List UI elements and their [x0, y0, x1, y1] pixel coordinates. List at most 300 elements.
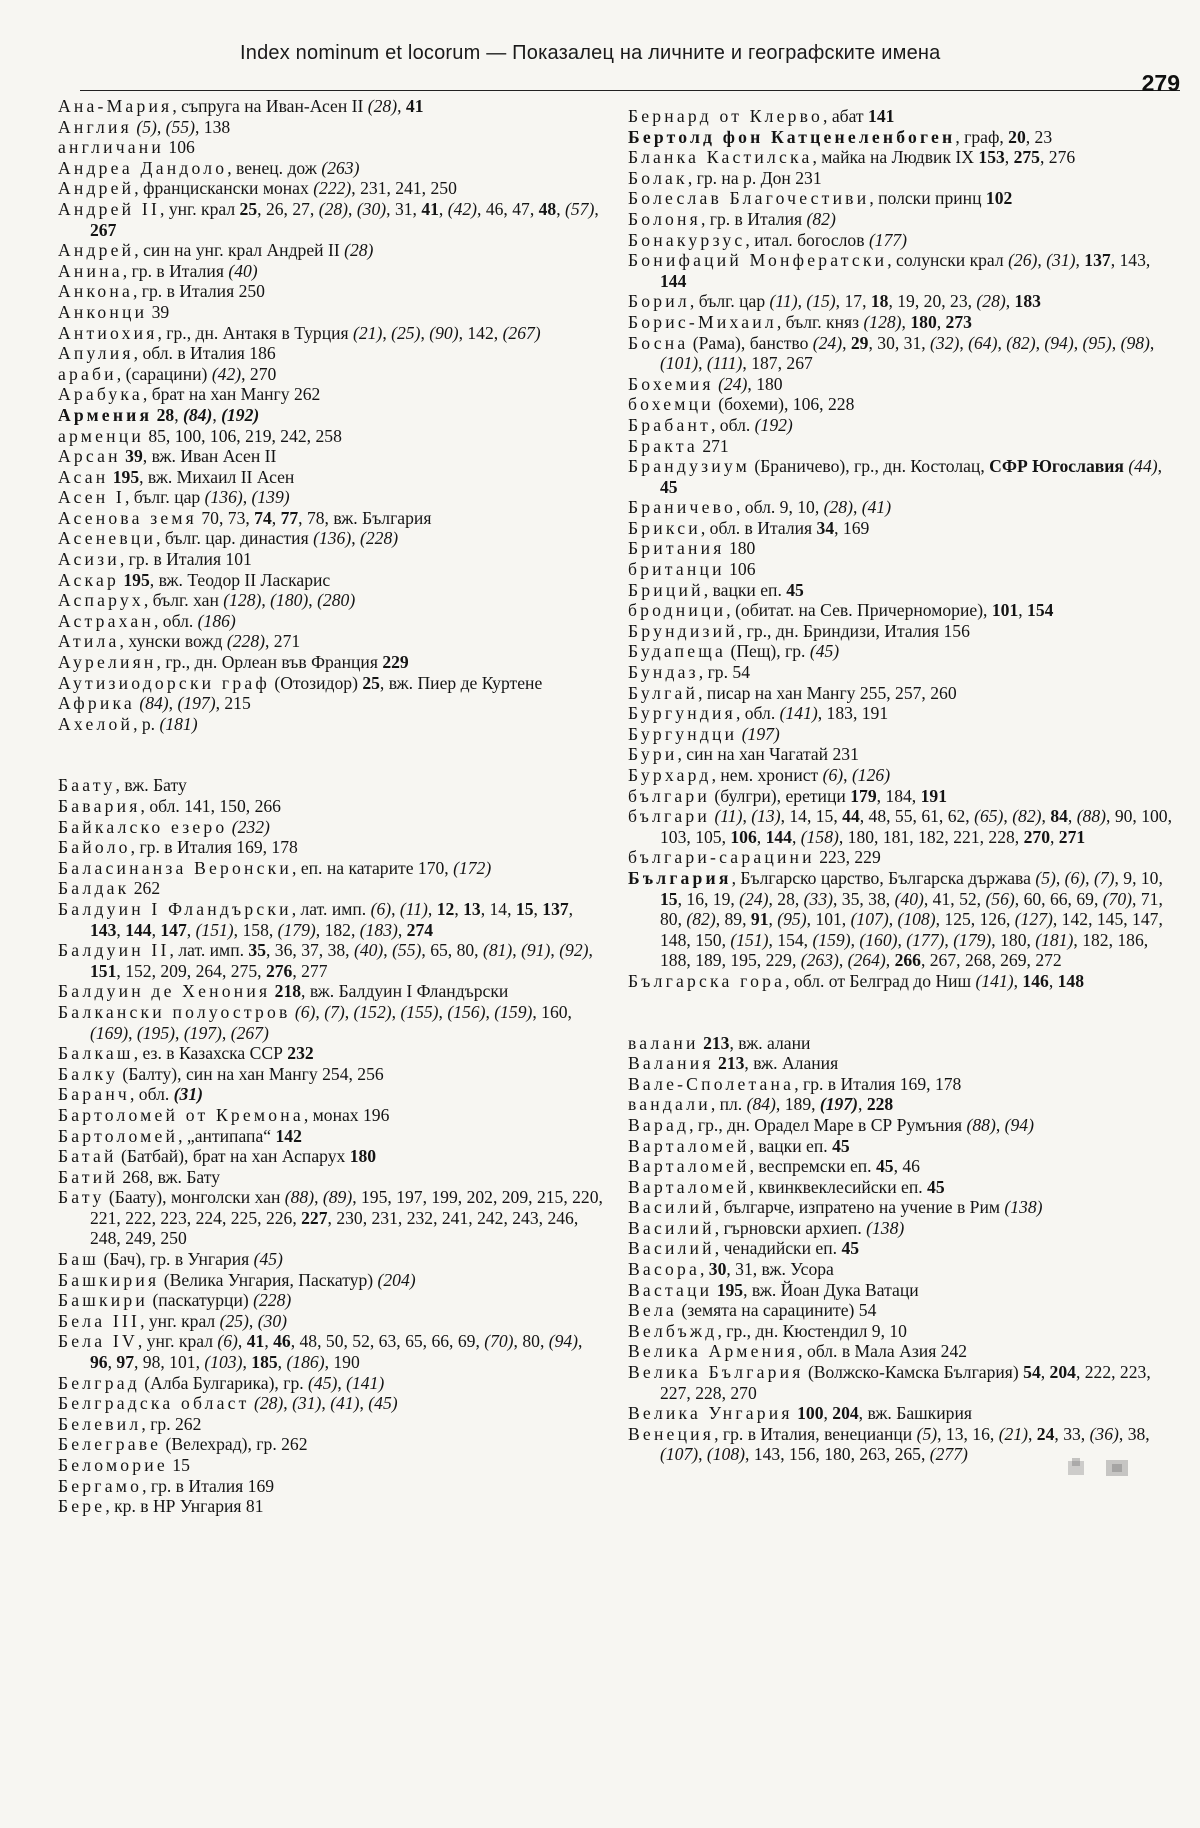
index-entry	[58, 323, 608, 344]
entry-headword: Аспарух	[58, 590, 144, 611]
index-entry	[628, 724, 1176, 745]
entry-text: ,	[397, 919, 407, 940]
entry-text: , 17,	[835, 291, 871, 312]
page-reference: (31)	[1046, 250, 1076, 271]
entry-headword: Балку	[58, 1063, 118, 1084]
entry-text: , вж. Иван Асен II	[142, 446, 277, 467]
index-entry	[628, 538, 1176, 559]
index-entry	[58, 1311, 608, 1332]
index-entry	[628, 188, 1176, 209]
page-reference: (44)	[1128, 456, 1158, 477]
index-entry	[628, 580, 1176, 601]
entry-text: ,	[742, 806, 752, 827]
index-entry	[628, 600, 1176, 621]
page-reference: (6)	[294, 1001, 316, 1022]
entry-text: , 13, 16,	[937, 1423, 999, 1444]
entry-text: , 89,	[715, 909, 751, 930]
entry-headword: Бартоломей	[58, 1125, 179, 1146]
entry-headword: Ана-Мария	[58, 96, 173, 116]
entry-text: (земята на сарацините) 54	[676, 1300, 877, 1321]
page-reference: (127)	[1014, 909, 1053, 930]
entry-headword: Вастаци	[628, 1279, 713, 1300]
index-entry	[58, 158, 608, 179]
page-reference: (32)	[930, 332, 960, 353]
page-reference: (30)	[356, 198, 387, 219]
index-entry	[58, 714, 608, 735]
index-entry	[58, 570, 608, 591]
page-reference: 146	[1022, 970, 1049, 991]
index-entry	[58, 1002, 608, 1043]
index-entry	[58, 178, 608, 199]
page-reference: 153	[978, 147, 1005, 168]
entry-text: , унг. крал	[160, 198, 240, 219]
entry-text: , 14,	[480, 898, 516, 919]
entry-headword: Василий	[628, 1197, 715, 1218]
page-reference: (25)	[391, 322, 421, 343]
entry-text: , 90, 100, 103, 105,	[660, 806, 1172, 847]
page-reference: (98)	[1120, 332, 1150, 353]
entry-text: , лат. имп.	[169, 940, 249, 961]
entry-text: ,	[337, 1372, 347, 1393]
page-reference: (6)	[1064, 867, 1086, 888]
entry-headword: Африка	[58, 693, 135, 714]
page-reference: (28)	[823, 497, 853, 518]
page-reference: (263)	[321, 157, 360, 178]
entry-text: ,	[1149, 332, 1155, 353]
entry-text: , квинквеклесийски еп.	[749, 1176, 928, 1197]
entry-text: , обл.	[735, 703, 780, 724]
page-reference: 143	[90, 919, 117, 940]
page-reference: (45)	[809, 641, 840, 662]
entry-text: ,	[1003, 806, 1013, 827]
index-entry	[628, 1259, 1176, 1280]
page-reference: (197)	[741, 723, 780, 744]
entry-headword: валани	[628, 1032, 699, 1053]
entry-text: , 231, 241, 250	[351, 178, 457, 199]
entry-headword: Арабука	[58, 384, 143, 405]
entry-headword: Белград	[58, 1372, 140, 1393]
entry-text: ,	[944, 929, 954, 950]
page-reference: (64)	[968, 332, 998, 353]
entry-text: , съпруга на Иван-Асен II	[172, 96, 368, 116]
page-reference: (31)	[292, 1393, 322, 1414]
entry-text: , 184,	[876, 785, 921, 806]
entry-headword: британци	[628, 559, 725, 580]
entry-headword: Варад	[628, 1114, 690, 1135]
page-reference: (91)	[521, 940, 551, 961]
entry-headword: българи-сарацини	[628, 847, 815, 868]
entry-text: ,	[277, 1352, 287, 1373]
page-reference: 144	[765, 826, 792, 847]
entry-text: ,	[550, 940, 560, 961]
page-reference: (24)	[718, 373, 748, 394]
page-reference: 97	[116, 1352, 134, 1373]
entry-text: , 35, 38,	[832, 888, 895, 909]
page-reference: 30	[708, 1259, 727, 1280]
index-entry	[58, 981, 608, 1002]
page-reference: (228)	[226, 631, 265, 652]
entry-text: , „антипапа“	[178, 1125, 276, 1146]
entry-headword: Бере	[58, 1496, 106, 1517]
entry-text: , пл.	[710, 1094, 747, 1115]
entry-text: , 28,	[768, 888, 804, 909]
index-entry	[628, 1074, 1176, 1095]
entry-text: , гр., дн. Кюстендил 9, 10	[717, 1320, 907, 1341]
page-reference: (280)	[317, 590, 356, 611]
entry-text: ,	[1005, 291, 1015, 312]
page-reference: 276	[265, 960, 293, 981]
entry-text: , 277	[292, 960, 328, 981]
entry-text: , българче, изпратено на учение в Рим	[714, 1197, 1005, 1218]
entry-text: ,	[1040, 1362, 1050, 1383]
entry-text: ,	[420, 322, 430, 343]
page-reference: (84)	[183, 404, 213, 425]
entry-text: ,	[852, 497, 862, 518]
page-reference: (108)	[897, 909, 936, 930]
index-entry	[58, 1434, 608, 1455]
entry-text: , вж. Балдуин I Фландърски	[301, 981, 509, 1002]
page-reference: (107)	[850, 909, 889, 930]
page-reference: 39	[125, 446, 143, 467]
page-reference: (159)	[812, 929, 851, 950]
index-entry	[58, 1126, 608, 1147]
page-reference: 106	[730, 826, 757, 847]
entry-headword: Варталомей	[628, 1156, 750, 1177]
entry-headword: Васора	[628, 1259, 700, 1280]
entry-text: , 142,	[458, 322, 503, 343]
entry-text: , веспремски еп.	[749, 1156, 876, 1177]
entry-text: , 180,	[991, 929, 1036, 950]
entry-text: (бохеми), 106, 228	[713, 394, 855, 415]
entry-text: , 187, 267	[742, 353, 813, 374]
entry-text: , бълг. цар. династия	[156, 528, 314, 549]
entry-headword: Браничево	[628, 497, 736, 518]
index-entry	[58, 240, 608, 261]
index-entry	[628, 744, 1176, 765]
index-entry	[628, 209, 1176, 230]
entry-headword: Беломорие	[58, 1455, 168, 1475]
page-reference: (94)	[1044, 332, 1074, 353]
entry-text: , 169	[834, 517, 870, 538]
entry-text: ,	[1067, 806, 1077, 827]
entry-text: ,	[485, 1001, 495, 1022]
index-entry	[628, 559, 1176, 580]
page-reference: (111)	[706, 353, 743, 374]
entry-text: ,	[997, 332, 1007, 353]
entry-text: , гр., дн. Орадел Маре в СР Румъния	[689, 1114, 967, 1135]
page-reference: 204	[1049, 1362, 1076, 1383]
entry-text: , бълг. хан	[143, 590, 224, 611]
page-reference: 185	[251, 1352, 278, 1373]
entry-headword: Башкирия	[58, 1269, 160, 1290]
page-reference: 218	[274, 981, 302, 1002]
entry-headword: Аскар	[58, 569, 119, 590]
entry-text: ,	[175, 1022, 184, 1043]
index-entry	[628, 1362, 1176, 1403]
entry-headword: Валания	[628, 1053, 714, 1074]
entry-text: ,	[156, 116, 166, 137]
entry-text: , 271	[265, 631, 301, 652]
page-reference: (94)	[1004, 1114, 1034, 1135]
page-reference: 15	[660, 888, 678, 909]
entry-headword: Бракта	[628, 435, 698, 456]
entry-text: (Велехрад), гр. 262	[161, 1434, 308, 1455]
entry-text: , гр. в Италия	[700, 208, 807, 229]
entry-text: ,	[588, 940, 593, 961]
page-reference: (30)	[257, 1310, 288, 1331]
page-reference: 227	[301, 1207, 328, 1228]
index-entry	[58, 1373, 608, 1394]
entry-text: ,	[186, 919, 196, 940]
entry-text: , обл. 141, 150, 266	[140, 796, 281, 816]
entry-text: , бълг. цар	[124, 487, 205, 508]
entry-text: , абат	[823, 106, 869, 126]
entry-text: ,	[438, 198, 448, 219]
entry-text: 262	[129, 878, 161, 899]
entry-text: , 101,	[806, 909, 851, 930]
page-reference: (21)	[353, 322, 383, 343]
page-reference: (6)	[822, 765, 844, 785]
entry-text: ,	[438, 1001, 448, 1022]
page-reference: (45)	[368, 1393, 398, 1414]
entry-text: , 189,	[775, 1094, 820, 1115]
entry-text: ,	[321, 1393, 331, 1414]
entry-text: , ченадийски еп.	[714, 1238, 842, 1259]
entry-text: , 180, 181, 182, 221, 228,	[838, 826, 1024, 847]
page-reference: 267	[90, 219, 117, 240]
entry-headword: Брабант	[628, 414, 711, 435]
entry-text: ,	[594, 198, 599, 219]
index-entry	[58, 1393, 608, 1414]
entry-text: , лат. имп.	[291, 898, 371, 919]
entry-headword: Болоня	[628, 208, 701, 229]
entry-text: , брат на хан Мангу 262	[142, 384, 321, 405]
entry-text: , 65, 80,	[421, 940, 483, 961]
entry-headword: Балдак	[58, 878, 130, 899]
page-reference: 46	[273, 1331, 291, 1352]
entry-text: ,	[1075, 250, 1085, 271]
index-entry	[58, 384, 608, 405]
page-reference: (172)	[453, 857, 492, 878]
index-entry	[628, 1156, 1176, 1177]
entry-text: ,	[308, 590, 318, 611]
index-entry	[58, 631, 608, 652]
page-reference: (267)	[230, 1022, 269, 1043]
index-entry	[628, 291, 1176, 312]
index-entry	[628, 394, 1176, 415]
index-entry	[628, 1238, 1176, 1259]
entry-text: , майка на Людвик IX	[812, 147, 979, 168]
index-entry	[628, 1321, 1176, 1342]
entry-headword: Аурелиян	[58, 652, 157, 673]
entry-text: , вж. Йоан Дука Ватаци	[743, 1279, 919, 1300]
entry-text: , хунски вожд	[119, 631, 227, 652]
entry-headword: Апулия	[58, 343, 134, 364]
page-reference: (57)	[565, 198, 595, 219]
page-reference: 45	[841, 1238, 860, 1259]
entry-headword: Атила	[58, 631, 120, 652]
entry-text: , 36, 37, 38,	[266, 940, 354, 961]
index-column-right	[628, 106, 1176, 1465]
page-reference: (192)	[754, 414, 793, 435]
entry-text: (Рама), банство	[688, 332, 813, 353]
entry-text: , (обитат. на Сев. Причерноморие),	[726, 600, 992, 621]
entry-text: ,	[1018, 600, 1028, 621]
page-reference: (169)	[90, 1022, 129, 1043]
entry-text: ,	[838, 950, 848, 971]
index-entry	[58, 590, 608, 611]
entry-text: , 33,	[1054, 1423, 1090, 1444]
entry-headword: Белевил	[58, 1413, 142, 1434]
entry-text: , обл. от Белград до Ниш	[785, 970, 976, 991]
page-reference: (28)	[253, 1393, 284, 1414]
entry-text: ,	[242, 487, 252, 508]
index-entry	[628, 971, 1176, 992]
page-reference: (89)	[322, 1187, 353, 1208]
page-reference: (159)	[494, 1001, 533, 1022]
page-reference: (11)	[399, 898, 428, 919]
page-reference: 13	[463, 898, 481, 919]
entry-text: , 182,	[315, 919, 360, 940]
entry-text: , бълг. княз	[776, 311, 864, 332]
entry-headword: Бохемия	[628, 373, 714, 394]
entry-text: , 152, 209, 264, 275,	[116, 960, 266, 981]
page-reference: (40)	[353, 940, 384, 961]
index-entry	[58, 1249, 608, 1270]
page-reference: (179)	[277, 919, 316, 940]
entry-headword: Варталомей	[628, 1176, 750, 1197]
entry-text: ,	[391, 1001, 401, 1022]
entry-text: ,	[1157, 456, 1163, 477]
entry-text: ,	[1085, 867, 1094, 888]
entry-text: ,	[568, 898, 574, 919]
page-reference: (156)	[447, 1001, 486, 1022]
index-entry	[58, 467, 608, 488]
index-entry	[58, 1331, 608, 1372]
entry-text: , р.	[133, 713, 160, 734]
page-reference: (45)	[308, 1372, 338, 1393]
page-reference: (92)	[559, 940, 589, 961]
entry-text: , 38,	[1118, 1423, 1150, 1444]
entry-text: , солунски крал	[887, 250, 1009, 271]
page-reference: (138)	[1004, 1197, 1043, 1218]
entry-headword: Баш	[58, 1249, 100, 1270]
entry-text: (Балту), син на хан Мангу 254, 256	[117, 1063, 384, 1084]
entry-text: , 31, вж. Усора	[726, 1259, 834, 1280]
page-reference: 41	[405, 96, 424, 116]
entry-text: , обл.	[710, 414, 755, 435]
page-reference: 45	[875, 1156, 894, 1177]
entry-text: (булгри), еретици	[710, 785, 851, 806]
entry-text: ,	[391, 898, 400, 919]
page-reference: (42)	[211, 363, 242, 384]
entry-headword: Андрей II	[58, 198, 161, 219]
index-entry	[58, 302, 608, 323]
index-entry	[58, 837, 608, 858]
print-smudge	[1066, 1455, 1136, 1481]
entry-text: ,	[168, 693, 178, 714]
entry-headword: Башкири	[58, 1290, 149, 1311]
entry-headword: Асенова земя	[58, 507, 197, 528]
page-reference: (88)	[966, 1114, 996, 1135]
entry-text: , 276	[1039, 147, 1076, 168]
entry-text: , 48, 50, 52, 63, 65, 66, 69,	[290, 1331, 485, 1352]
index-entry	[58, 1187, 608, 1249]
page-reference: 204	[832, 1403, 859, 1424]
page-reference: (160)	[859, 929, 898, 950]
page-reference: 15	[515, 898, 534, 919]
index-entry	[58, 899, 608, 940]
index-entry	[58, 281, 608, 302]
entry-headword: Бату	[58, 1187, 105, 1208]
entry-text: , вж. алани	[729, 1032, 811, 1053]
entry-text: ,	[842, 332, 851, 353]
entry-text: ,	[512, 940, 522, 961]
entry-headword: Антиохия	[58, 322, 158, 343]
entry-headword: Асен I	[58, 487, 125, 508]
entry-text: , гр. 262	[141, 1413, 202, 1434]
page-reference: 228	[866, 1094, 894, 1115]
entry-text: ,	[261, 590, 271, 611]
page-reference: (181)	[159, 713, 198, 734]
entry-headword: Бургундия	[628, 703, 736, 724]
index-entry	[58, 858, 608, 879]
entry-text: ,	[1035, 332, 1045, 353]
page-reference: (128)	[863, 311, 902, 332]
entry-text: 106	[724, 559, 756, 580]
page-reference: 195	[716, 1279, 744, 1300]
index-entry	[58, 1414, 608, 1435]
index-entry	[58, 940, 608, 981]
page-reference: (70)	[1102, 888, 1133, 909]
page-reference: 54	[1023, 1362, 1041, 1383]
page-reference: 45	[786, 579, 804, 600]
entry-text: , гр. в Италия 169, 178	[130, 837, 298, 858]
entry-headword: Бергамо	[58, 1475, 143, 1496]
page-reference: (56)	[985, 888, 1015, 909]
index-entry	[58, 528, 608, 549]
page-reference: 213	[718, 1053, 745, 1074]
entry-text: , итал. богослов	[745, 229, 869, 250]
entry-text: ,	[843, 765, 852, 785]
page-reference: 45	[832, 1135, 850, 1156]
page-reference: (263)	[800, 950, 839, 971]
index-entry	[628, 106, 1176, 127]
entry-text: , 183, 191	[817, 703, 889, 724]
entry-text: 223, 229	[814, 847, 881, 868]
entry-text: ,	[344, 1001, 354, 1022]
entry-text: ,	[936, 311, 946, 332]
index-column-left	[58, 96, 608, 1517]
entry-text: , бълг. цар	[689, 291, 770, 312]
entry-headword: Венеция	[628, 1423, 715, 1444]
page-reference: (31)	[173, 1084, 203, 1105]
entry-text: , вж. Пиер де Куртене	[379, 672, 543, 693]
index-entry	[58, 611, 608, 632]
entry-text: ,	[314, 1187, 323, 1208]
page-reference: (41)	[330, 1393, 360, 1414]
entry-text: , син на хан Чагатай 231	[677, 744, 859, 765]
entry-text: , гр., дн. Бриндизи, Италия 156	[737, 620, 970, 641]
entry-headword: арменци	[58, 425, 144, 446]
entry-text: , еп. на катарите 170,	[292, 857, 454, 878]
entry-headword: Бургундци	[628, 723, 738, 744]
page-reference: (95)	[777, 909, 807, 930]
page-reference: (197)	[177, 693, 216, 714]
entry-text: , 23	[1025, 126, 1053, 147]
index-entry	[628, 806, 1176, 847]
page-reference: 91	[750, 909, 769, 930]
